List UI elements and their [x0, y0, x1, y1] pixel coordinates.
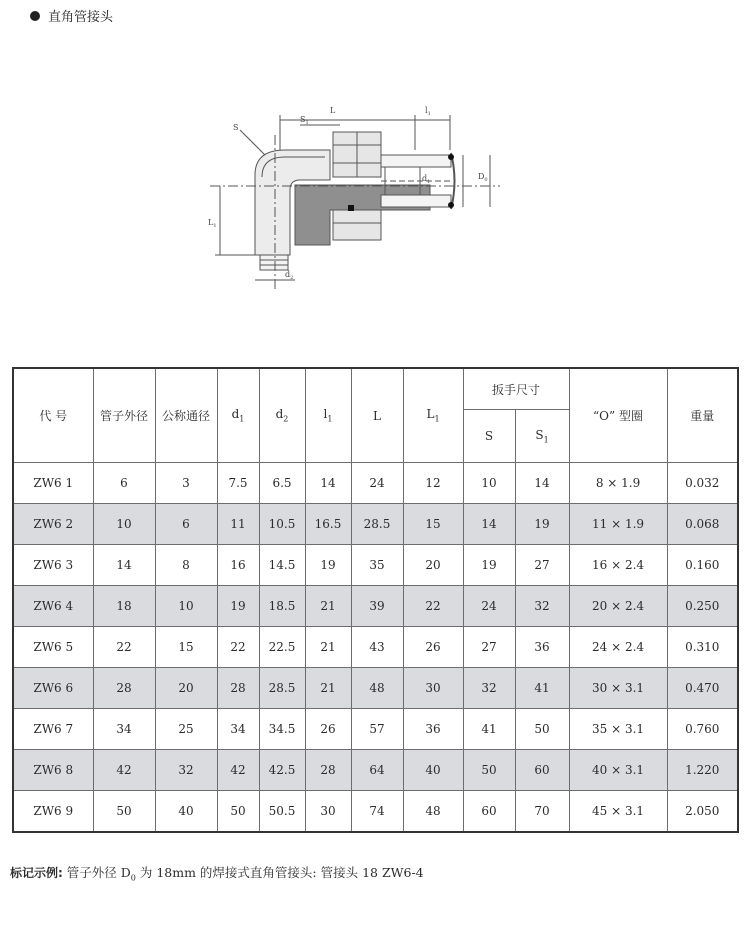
table-row	[13, 586, 738, 627]
table-cell: 41	[515, 668, 569, 709]
marking-example	[10, 863, 424, 883]
table-cell: 50	[93, 791, 155, 832]
table-cell: ZW6 3	[13, 545, 93, 586]
table-cell: 50.5	[259, 791, 305, 832]
table-cell: 0.310	[667, 627, 738, 668]
table-cell: 42	[93, 750, 155, 791]
section-title: 直角管接头	[48, 10, 114, 25]
table-cell: 14.5	[259, 545, 305, 586]
dim-S-label: S	[233, 123, 239, 132]
table-cell: 21	[305, 668, 351, 709]
table-cell: 20 × 2.4	[569, 586, 667, 627]
table-cell: 24	[351, 463, 403, 504]
table-cell: 30	[403, 668, 463, 709]
table-cell: 18	[93, 586, 155, 627]
table-cell: ZW6 7	[13, 709, 93, 750]
table-cell: 50	[515, 709, 569, 750]
table-cell: 0.160	[667, 545, 738, 586]
table-cell: 7.5	[217, 463, 259, 504]
table-cell: 30 × 3.1	[569, 668, 667, 709]
table-cell: 21	[305, 627, 351, 668]
fitting-drawing	[200, 95, 530, 295]
table-cell: 11	[217, 504, 259, 545]
table-cell: 60	[515, 750, 569, 791]
table-cell: 57	[351, 709, 403, 750]
header-nominal: 公称通径	[155, 368, 217, 463]
header-S: S	[463, 410, 515, 463]
table-cell: 34.5	[259, 709, 305, 750]
table-cell: 8 × 1.9	[569, 463, 667, 504]
table-cell: 42.5	[259, 750, 305, 791]
header-code: 代 号	[13, 368, 93, 463]
spec-table	[12, 367, 739, 833]
marking-example-sub: 0	[130, 873, 136, 883]
table-cell: ZW6 1	[13, 463, 93, 504]
table-cell: 6.5	[259, 463, 305, 504]
header-d1: $d_1$	[217, 368, 259, 463]
header-L: L	[351, 368, 403, 463]
table-cell: 32	[463, 668, 515, 709]
table-cell: 30	[305, 791, 351, 832]
table-cell: 14	[463, 504, 515, 545]
table-row	[13, 627, 738, 668]
table-cell: ZW6 4	[13, 586, 93, 627]
table-cell: 27	[463, 627, 515, 668]
dim-d2-label: $d_2$	[285, 270, 294, 281]
header-tube-od: 管子外径	[93, 368, 155, 463]
table-cell: 18.5	[259, 586, 305, 627]
table-cell: 16.5	[305, 504, 351, 545]
table-cell: 10	[93, 504, 155, 545]
table-row	[13, 463, 738, 504]
table-cell: 26	[305, 709, 351, 750]
table-cell: 36	[515, 627, 569, 668]
table-cell: 11 × 1.9	[569, 504, 667, 545]
table-cell: 10.5	[259, 504, 305, 545]
table-cell: 0.032	[667, 463, 738, 504]
table-cell: ZW6 6	[13, 668, 93, 709]
table-row	[13, 668, 738, 709]
table-row	[13, 709, 738, 750]
table-cell: 50	[463, 750, 515, 791]
table-cell: 64	[351, 750, 403, 791]
table-cell: 43	[351, 627, 403, 668]
table-cell: 26	[403, 627, 463, 668]
table-cell: 2.050	[667, 791, 738, 832]
table-cell: ZW6 9	[13, 791, 93, 832]
marking-example-text-before: 管子外径 D	[66, 865, 131, 880]
table-cell: ZW6 5	[13, 627, 93, 668]
header-weight: 重量	[667, 368, 738, 463]
table-cell: 48	[351, 668, 403, 709]
table-cell: 34	[217, 709, 259, 750]
table-row	[13, 545, 738, 586]
table-cell: 25	[155, 709, 217, 750]
table-cell: 28	[217, 668, 259, 709]
table-cell: 32	[155, 750, 217, 791]
header-l1: $l_1$	[305, 368, 351, 463]
table-cell: 70	[515, 791, 569, 832]
table-cell: 40	[403, 750, 463, 791]
table-cell: 48	[403, 791, 463, 832]
table-cell: 24	[463, 586, 515, 627]
dim-L-label: L	[330, 106, 336, 115]
table-row	[13, 504, 738, 545]
table-cell: 20	[403, 545, 463, 586]
table-row	[13, 791, 738, 832]
table-cell: 50	[217, 791, 259, 832]
table-cell: 20	[155, 668, 217, 709]
table-cell: 12	[403, 463, 463, 504]
table-cell: 32	[515, 586, 569, 627]
table-cell: 19	[305, 545, 351, 586]
table-cell: 74	[351, 791, 403, 832]
table-cell: 27	[515, 545, 569, 586]
table-cell: 0.068	[667, 504, 738, 545]
table-cell: ZW6 2	[13, 504, 93, 545]
table-cell: 45 × 3.1	[569, 791, 667, 832]
header-L1: $L_1$	[403, 368, 463, 463]
table-cell: 1.220	[667, 750, 738, 791]
table-row	[13, 750, 738, 791]
table-cell: 10	[155, 586, 217, 627]
table-cell: 28	[305, 750, 351, 791]
dim-l1-label: $l_1$	[425, 106, 431, 117]
table-cell: 19	[463, 545, 515, 586]
marking-example-label: 标记示例:	[10, 866, 63, 880]
table-cell: 21	[305, 586, 351, 627]
table-cell: 36	[403, 709, 463, 750]
table-cell: 35 × 3.1	[569, 709, 667, 750]
table-cell: 14	[93, 545, 155, 586]
table-cell: 42	[217, 750, 259, 791]
header-oring: “O” 型圈	[569, 368, 667, 463]
table-cell: 60	[463, 791, 515, 832]
table-cell: 0.760	[667, 709, 738, 750]
table-cell: 40	[155, 791, 217, 832]
table-cell: 22	[403, 586, 463, 627]
header-d2: $d_2$	[259, 368, 305, 463]
table-cell: 34	[93, 709, 155, 750]
dim-L1-label: $L_1$	[208, 218, 217, 229]
dim-d1-label: $d_1$	[422, 174, 431, 185]
table-cell: 22	[217, 627, 259, 668]
table-cell: 15	[403, 504, 463, 545]
dim-S1-label: $S_1$	[300, 115, 309, 126]
table-cell: ZW6 8	[13, 750, 93, 791]
table-cell: 28.5	[351, 504, 403, 545]
bullet-icon	[30, 11, 40, 21]
table-cell: 19	[515, 504, 569, 545]
table-cell: 28	[93, 668, 155, 709]
table-cell: 10	[463, 463, 515, 504]
table-cell: 19	[217, 586, 259, 627]
table-cell: 28.5	[259, 668, 305, 709]
section-header	[30, 6, 113, 25]
table-cell: 16	[217, 545, 259, 586]
header-wrench: 扳手尺寸	[463, 368, 569, 410]
table-cell: 6	[155, 504, 217, 545]
table-cell: 14	[515, 463, 569, 504]
table-cell: 6	[93, 463, 155, 504]
table-cell: 22.5	[259, 627, 305, 668]
table-cell: 16 × 2.4	[569, 545, 667, 586]
dim-D0-label: $D_0$	[478, 172, 488, 183]
table-cell: 0.250	[667, 586, 738, 627]
table-cell: 39	[351, 586, 403, 627]
table-cell: 3	[155, 463, 217, 504]
table-cell: 0.470	[667, 668, 738, 709]
table-cell: 22	[93, 627, 155, 668]
table-cell: 35	[351, 545, 403, 586]
table-cell: 24 × 2.4	[569, 627, 667, 668]
table-cell: 8	[155, 545, 217, 586]
table-cell: 14	[305, 463, 351, 504]
table-cell: 40 × 3.1	[569, 750, 667, 791]
header-S1: $S_1$	[515, 410, 569, 463]
table-cell: 41	[463, 709, 515, 750]
marking-example-text-after: 为 18mm 的焊接式直角管接头: 管接头 18 ZW6-4	[139, 865, 424, 880]
table-cell: 15	[155, 627, 217, 668]
